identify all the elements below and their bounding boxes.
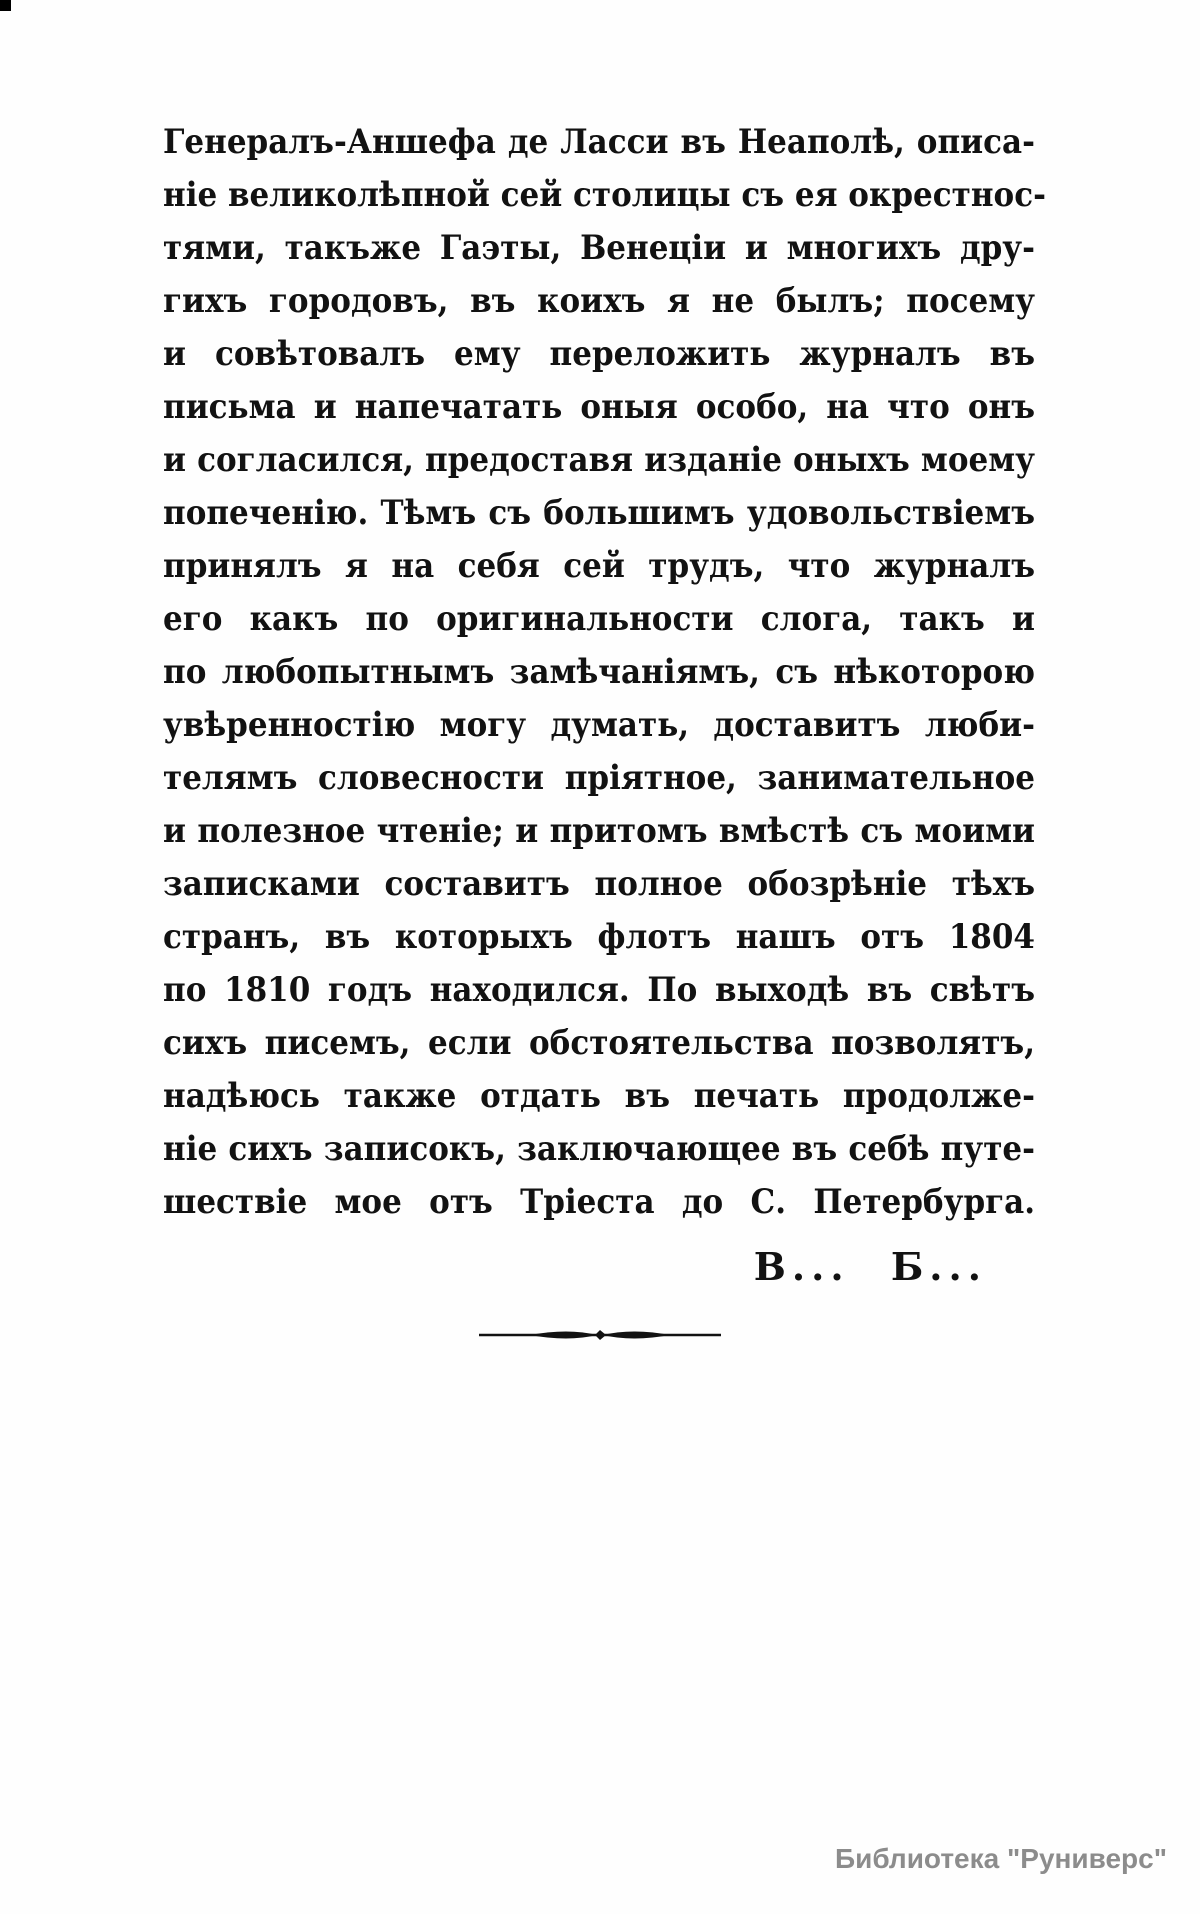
text-line: гихъ городовъ, въ коихъ я не былъ; посему	[163, 281, 1035, 321]
text-line: по любопытнымъ замѣчаніямъ, съ нѣкоторою	[163, 652, 1035, 692]
text-line: надѣюсь также отдать въ печать продолже-	[163, 1076, 1035, 1116]
author-signature: В... Б...	[753, 1244, 987, 1289]
text-line: сихъ писемъ, если обстоятельства позволятъ,	[163, 1023, 1035, 1063]
scan-corner-artifact	[0, 0, 11, 11]
text-line: и полезное чтеніе; и притомъ вмѣстѣ съ моими	[163, 811, 1035, 851]
text-line: принялъ я на себя сей трудъ, что журналъ	[163, 546, 1035, 586]
text-line: попеченію. Тѣмъ съ большимъ удовольствіемъ	[163, 493, 1035, 533]
text-line: ніе великолѣпной сей столицы съ ея окрестнос-	[163, 175, 1046, 215]
divider-ornament	[0, 1326, 1200, 1348]
text-line: его какъ по оригинальности слога, такъ и	[163, 599, 1035, 639]
tapered-rule-icon	[478, 1326, 722, 1344]
library-watermark: Библиотека "Руниверс"	[835, 1843, 1168, 1874]
text-line: странъ, въ которыхъ флотъ нашъ отъ 1804	[163, 917, 1035, 957]
text-line: тями, такъже Гаэты, Венеціи и многихъ дру-	[163, 228, 1035, 268]
text-line: шествіе мое отъ Тріеста до С. Петербурга.	[163, 1182, 1035, 1222]
text-line: по 1810 годъ находился. По выходѣ въ свѣтъ	[163, 970, 1035, 1010]
text-line: Генералъ-Аншефа де Ласси въ Неаполѣ, описа-	[163, 122, 1035, 162]
text-line: и согласился, предоставя изданіе оныхъ моему	[163, 440, 1035, 480]
text-line: телямъ словесности пріятное, занимательное	[163, 758, 1035, 798]
text-line: увѣренностію могу думать, доставитъ люби-	[163, 705, 1035, 745]
text-line: и совѣтовалъ ему переложить журналъ въ	[163, 334, 1035, 374]
text-line: ніе сихъ записокъ, заключающее въ себѣ путе-	[163, 1129, 1035, 1169]
page-text	[163, 116, 1046, 1229]
text-line: письма и напечатать оныя особо, на что онъ	[163, 387, 1035, 427]
text-line: записками составитъ полное обозрѣніе тѣхъ	[163, 864, 1035, 904]
